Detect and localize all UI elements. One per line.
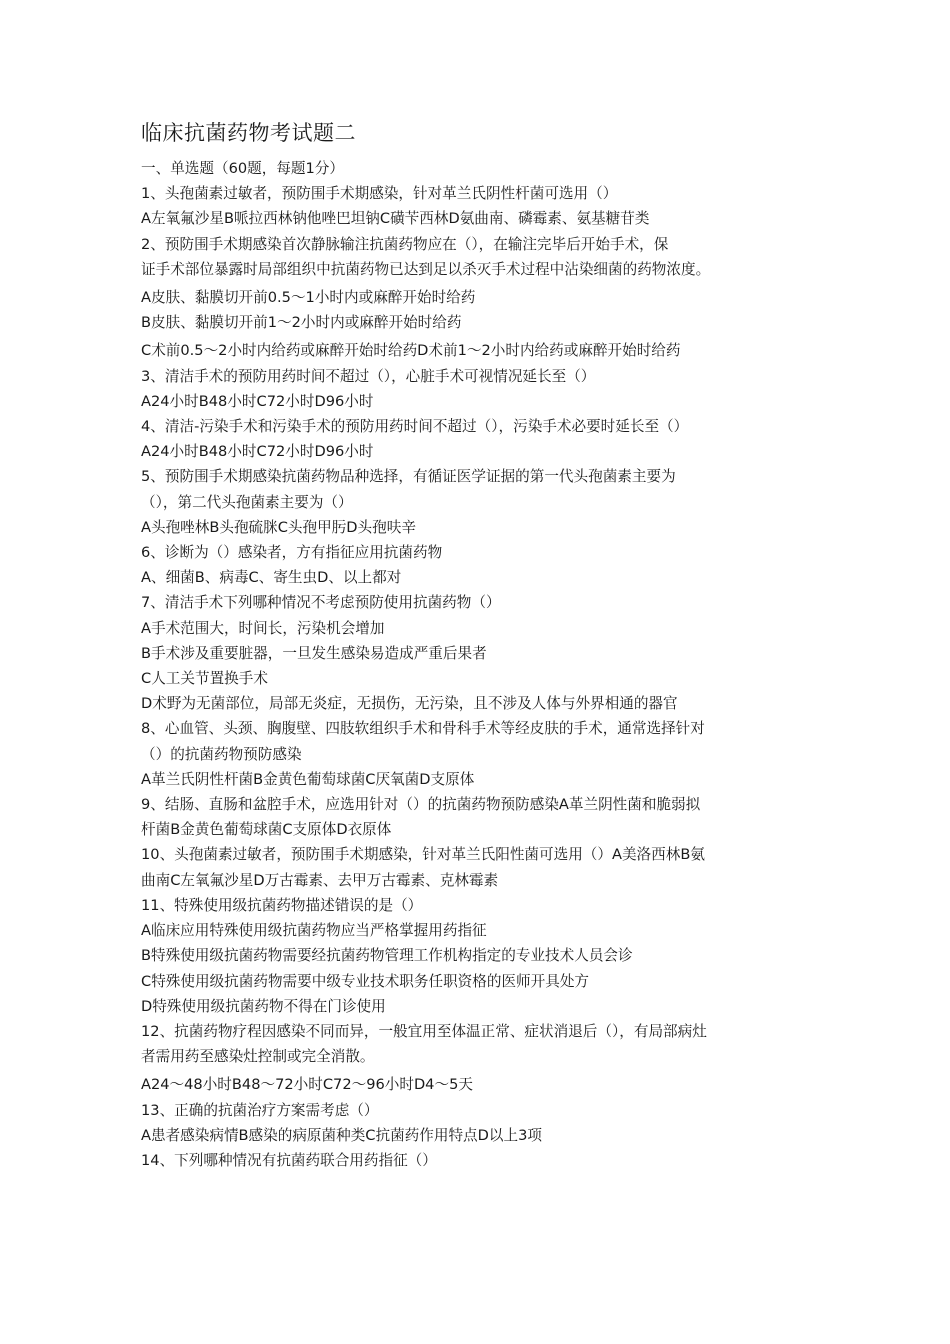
question-6: 6、诊断为（）感染者，方有指征应用抗菌药物 (141, 544, 443, 562)
question-2-option-cd: C术前0.5〜2小时内给药或麻醉开始时给药D术前1〜2小时内给药或麻醉开始时给药 (141, 342, 681, 360)
question-3: 3、清洁手术的预防用药时间不超过（），心脏手术可视情况延长至（） (141, 367, 596, 385)
question-5: 5、预防围手术期感染抗菌药物品种选择，有循证医学证据的第一代头孢菌素主要为 (141, 468, 676, 486)
question-11-option-c: C特殊使用级抗菌药物需要中级专业技术职务任职资格的医师开具处方 (141, 972, 590, 990)
question-7-option-c: C人工关节置换手术 (141, 670, 268, 688)
question-2-option-b: B皮肤、黏膜切开前1〜2小时内或麻醉开始时给药 (141, 314, 462, 332)
question-1: 1、头孢菌素过敏者，预防围手术期感染，针对革兰氏阴性杆菌可选用（） (141, 185, 618, 203)
question-2-cont: 证手术部位暴露时局部组织中抗菌药物已达到足以杀灭手术过程中沾染细菌的药物浓度。 (141, 260, 711, 278)
question-8-options: A革兰氏阴性杆菌B金黄色葡萄球菌C厌氧菌D支原体 (141, 770, 475, 788)
page-title: 临床抗菌药物考试题二 (141, 121, 356, 145)
question-2: 2、预防围手术期感染首次静脉输注抗菌药物应在（），在输注完毕后开始手术，保 (141, 235, 669, 253)
question-12: 12、抗菌药物疗程因感染不同而异，一般宜用至体温正常、症状消退后（），有局部病灶 (141, 1022, 707, 1040)
question-4-options: A24小时B48小时C72小时D96小时 (141, 443, 374, 461)
question-7-option-a: A手术范围大，时间长，污染机会增加 (141, 619, 385, 637)
question-1-options: A左氧氟沙星B哌拉西林钠他唑巴坦钠C磺苄西林D氨曲南、磷霉素、氨基糖苷类 (141, 210, 650, 228)
question-11-option-b: B特殊使用级抗菌药物需要经抗菌药物管理工作机构指定的专业技术人员会诊 (141, 947, 633, 965)
question-9: 9、结肠、直肠和盆腔手术，应选用针对（）的抗菌药物预防感染A革兰阴性菌和脆弱拟 (141, 796, 701, 814)
question-7: 7、清洁手术下列哪种情况不考虑预防使用抗菌药物（） (141, 594, 501, 612)
question-13: 13、正确的抗菌治疗方案需考虑（） (141, 1101, 379, 1119)
question-11-option-d: D特殊使用级抗菌药物不得在门诊使用 (141, 997, 386, 1015)
document-body (141, 118, 813, 1173)
question-2-option-a: A皮肤、黏膜切开前0.5〜1小时内或麻醉开始时给药 (141, 289, 476, 307)
question-5-options: A头孢唑林B头孢硫脒C头孢甲肟D头孢呋辛 (141, 518, 416, 536)
question-12-cont: 者需用药至感染灶控制或完全消散。 (141, 1048, 375, 1066)
question-11-option-a: A临床应用特殊使用级抗菌药物应当严格掌握用药指征 (141, 922, 487, 940)
question-6-options: A、细菌B、病毒C、寄生虫D、以上都对 (141, 569, 402, 587)
section-heading: 一、单选题（60题，每题1分） (141, 160, 344, 177)
question-8-cont: （）的抗菌药物预防感染 (141, 745, 302, 763)
question-10-cont: 曲南C左氧氟沙星D万古霉素、去甲万古霉素、克林霉素 (141, 871, 499, 889)
question-8: 8、心血管、头颈、胸腹壁、四肢软组织手术和骨科手术等经皮肤的手术，通常选择针对 (141, 720, 705, 738)
question-4: 4、清洁-污染手术和污染手术的预防用药时间不超过（），污染手术必要时延长至（） (141, 418, 689, 436)
question-5-cont: （），第二代头孢菌素主要为（） (141, 493, 353, 511)
question-13-options: A患者感染病情B感染的病原菌种类C抗菌药作用特点D以上3项 (141, 1126, 542, 1144)
question-10: 10、头孢菌素过敏者，预防围手术期感染，针对革兰氏阳性菌可选用（）A美洛西林B氨 (141, 846, 705, 864)
question-12-options: A24〜48小时B48〜72小时C72〜96小时D4〜5天 (141, 1076, 473, 1094)
question-9-cont: 杆菌B金黄色葡萄球菌C支原体D衣原体 (141, 821, 392, 839)
question-3-options: A24小时B48小时C72小时D96小时 (141, 392, 374, 410)
question-11: 11、特殊使用级抗菌药物描述错误的是（） (141, 896, 423, 914)
question-text (141, 156, 813, 1173)
question-7-option-d: D术野为无菌部位，局部无炎症，无损伤，无污染，且不涉及人体与外界相通的器官 (141, 695, 678, 713)
question-14: 14、下列哪种情况有抗菌药联合用药指征（） (141, 1151, 437, 1169)
question-7-option-b: B手术涉及重要脏器，一旦发生感染易造成严重后果者 (141, 644, 487, 662)
